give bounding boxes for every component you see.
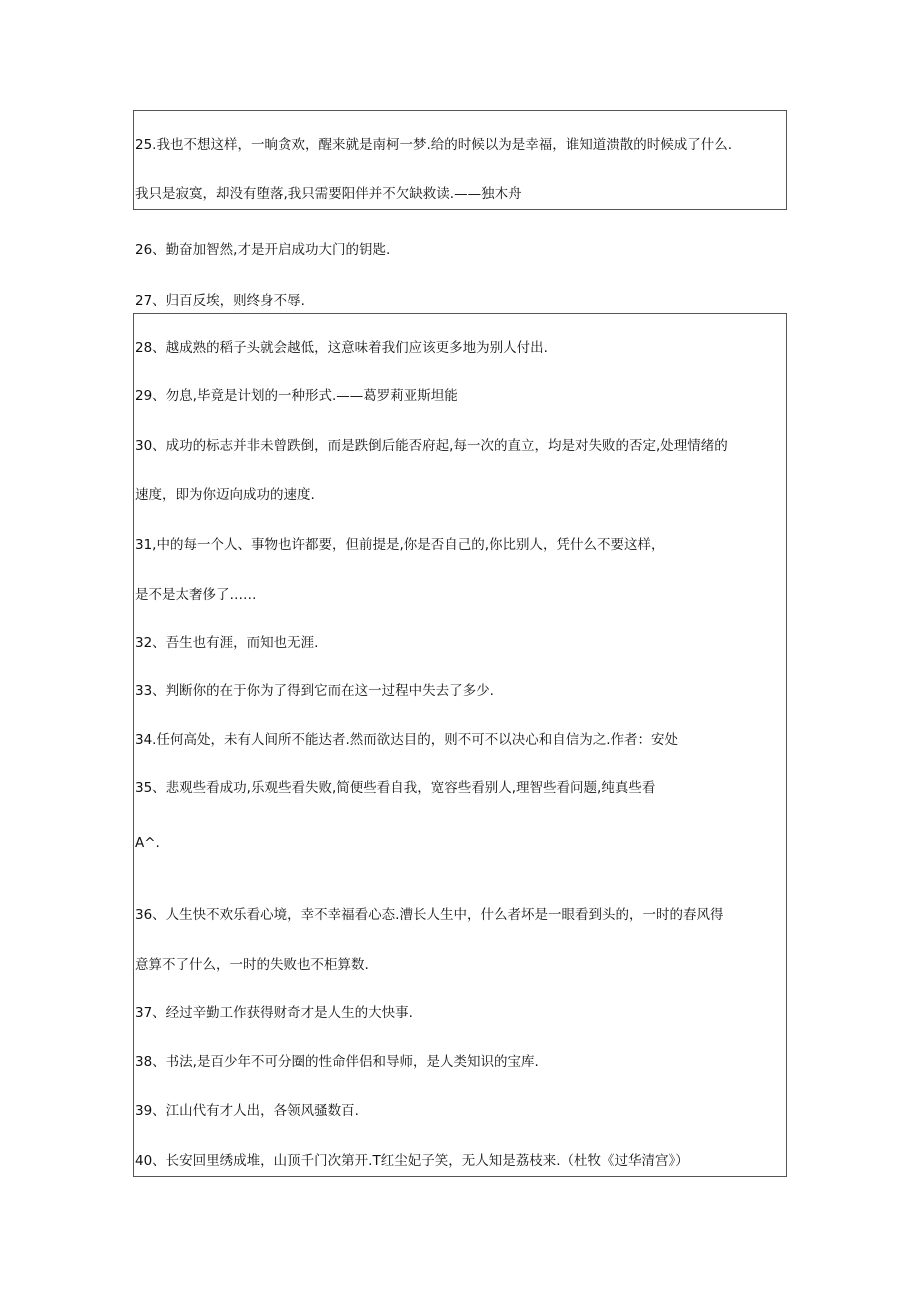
- quote-35-line-2: A^.: [135, 835, 160, 851]
- quote-35-line-1: 35、悲观些看成功,乐观些看失败,简便些看自我，宽容些看别人,理智些看问题,纯真些看: [135, 780, 656, 796]
- quote-37: 37、经过辛勤工作获得财奇才是人生的大快事.: [135, 1005, 413, 1021]
- quote-38: 38、书法,是百少年不可分圈的性命伴侣和导师，是人类知识的宝库.: [135, 1054, 539, 1070]
- quote-32: 32、吾生也有涯，而知也无涯.: [135, 635, 319, 651]
- quote-30-line-2: 速度，即为你迈向成功的速度.: [135, 487, 315, 503]
- quote-26: 26、勤奋加智然,才是开启成功大门的钥匙.: [135, 242, 391, 258]
- quote-25-line-2: 我只是寂寞，却没有堕落,我只需要阳伴并不欠缺救读.——独木舟: [135, 186, 522, 202]
- quote-31-line-1: 31,中的每一个人、事物也许都要，但前提是,你是否自己的,你比别人，凭什么不要这样，: [135, 537, 665, 553]
- quote-29: 29、勿息,毕竟是计划的一种形式.——葛罗莉亚斯坦能: [135, 388, 458, 404]
- quote-25-line-1: 25.我也不想这样，一晌贪欢，醒来就是南柯一梦.给的时候以为是幸福，谁知道溃散的时候成了什么.: [135, 137, 733, 153]
- quote-36-line-1: 36、人生快不欢乐看心境，幸不幸福看心态.漕长人生中，什么者坏是一眼看到头的，一时的春风得: [135, 907, 724, 923]
- quote-31-line-2: 是不是太奢侈了……: [135, 587, 257, 603]
- quote-39: 39、江山代有才人出，各领风骚数百.: [135, 1103, 359, 1119]
- quote-30-line-1: 30、成功的标志并非未曾跌倒，而是跌倒后能否府起,每一次的直立，均是对失败的否定,处理情绪的: [135, 438, 728, 454]
- quote-34: 34.任何高处，未有人间所不能达者.然而欲达目的，则不可不以决心和自信为之.作者：安处: [135, 732, 679, 748]
- quote-36-line-2: 意算不了什么，一时的失败也不柜算数.: [135, 957, 369, 973]
- quote-40: 40、长安回里绣成堆，山顶千门次第开.T红尘妃子笑，无人知是荔枝来.（杜牧《过华清宫》）: [135, 1153, 689, 1169]
- quote-27: 27、归百反埃，则终身不辱.: [135, 293, 305, 309]
- quote-33: 33、判断你的在于你为了得到它而在这一过程中失去了多少.: [135, 683, 494, 699]
- quote-28: 28、越成熟的稻子头就会越低，这意味着我们应该更多地为别人付出.: [135, 340, 548, 356]
